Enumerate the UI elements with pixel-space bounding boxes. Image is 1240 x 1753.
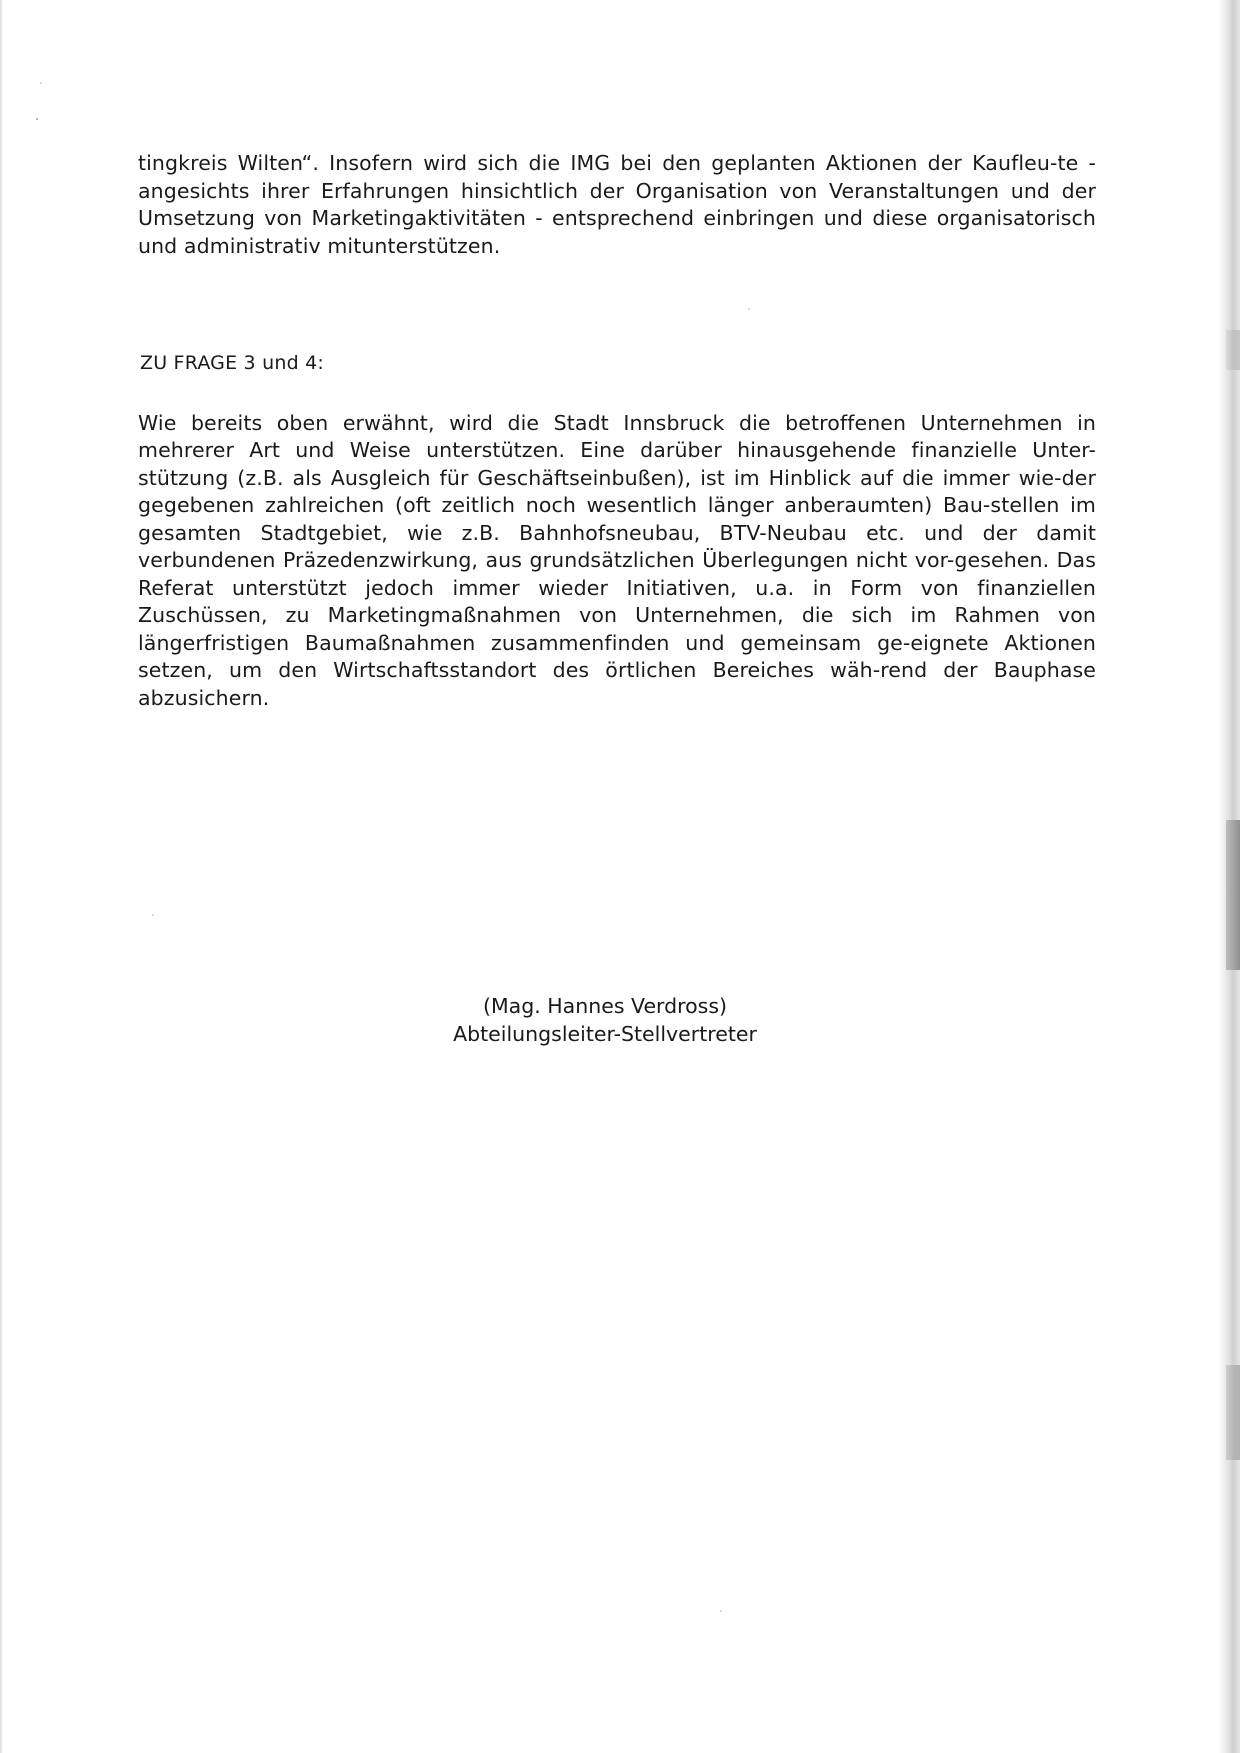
- scan-speck: [152, 914, 154, 916]
- scan-right-edge: [1218, 0, 1240, 1753]
- scan-shadow: [1226, 1365, 1240, 1460]
- scan-speck: [720, 1610, 722, 1612]
- section-heading: ZU FRAGE 3 und 4:: [140, 352, 324, 374]
- answer-paragraph: Wie bereits oben erwähnt, wird die Stadt Innsbruck die betroffenen Unternehmen in mehrerer Art und Weise unterstützen. Eine darüber hinausgehende finanzielle Unter-stützung (z.B. als Ausgleich für Geschäftseinbußen), ist im Hinblick auf die immer wie-der gegebenen zahlreichen (oft zeitlich noch wesentlich länger anberaumten) Bau-stellen im gesamten Stadtgebiet, wie z.B. Bahnhofsneubau, BTV-Neubau etc. und der damit verbundenen Präzedenzwirkung, aus grundsätzlichen Überlegungen nicht vor-gesehen. Das Referat unterstützt jedoch immer wieder Initiativen, u.a. in Form von finanziellen Zuschüssen, zu Marketingmaßnahmen von Unternehmen, die sich im Rahmen von längerfristigen Baumaßnahmen zusammenfinden und gemeinsam ge-eignete Aktionen setzen, um den Wirtschaftsstandort des örtlichen Bereiches wäh-rend der Bauphase abzusichern.: [138, 410, 1096, 710]
- signature-block: [0, 992, 1210, 1048]
- scan-shadow: [1226, 820, 1240, 970]
- scan-speck: [40, 82, 42, 84]
- scan-left-edge: [0, 0, 3, 1753]
- signatory-name: (Mag. Hannes Verdross): [482, 994, 728, 1018]
- letter-body: [138, 150, 1096, 712]
- signatory-title: Abteilungsleiter-Stellvertreter: [453, 1022, 757, 1046]
- scan-shadow: [1226, 330, 1240, 370]
- paragraph-continuation: tingkreis Wilten“. Insofern wird sich die IMG bei den geplanten Aktionen der Kaufleu-te - angesichts ihrer Erfahrungen hinsichtlich der Organisation von Veranstaltungen und der Umsetzung von Marketingaktivitäten - entsprechend einbringen und diese organisatorisch und administrativ mitunterstützen.: [138, 151, 1096, 258]
- scan-speck: [36, 118, 38, 120]
